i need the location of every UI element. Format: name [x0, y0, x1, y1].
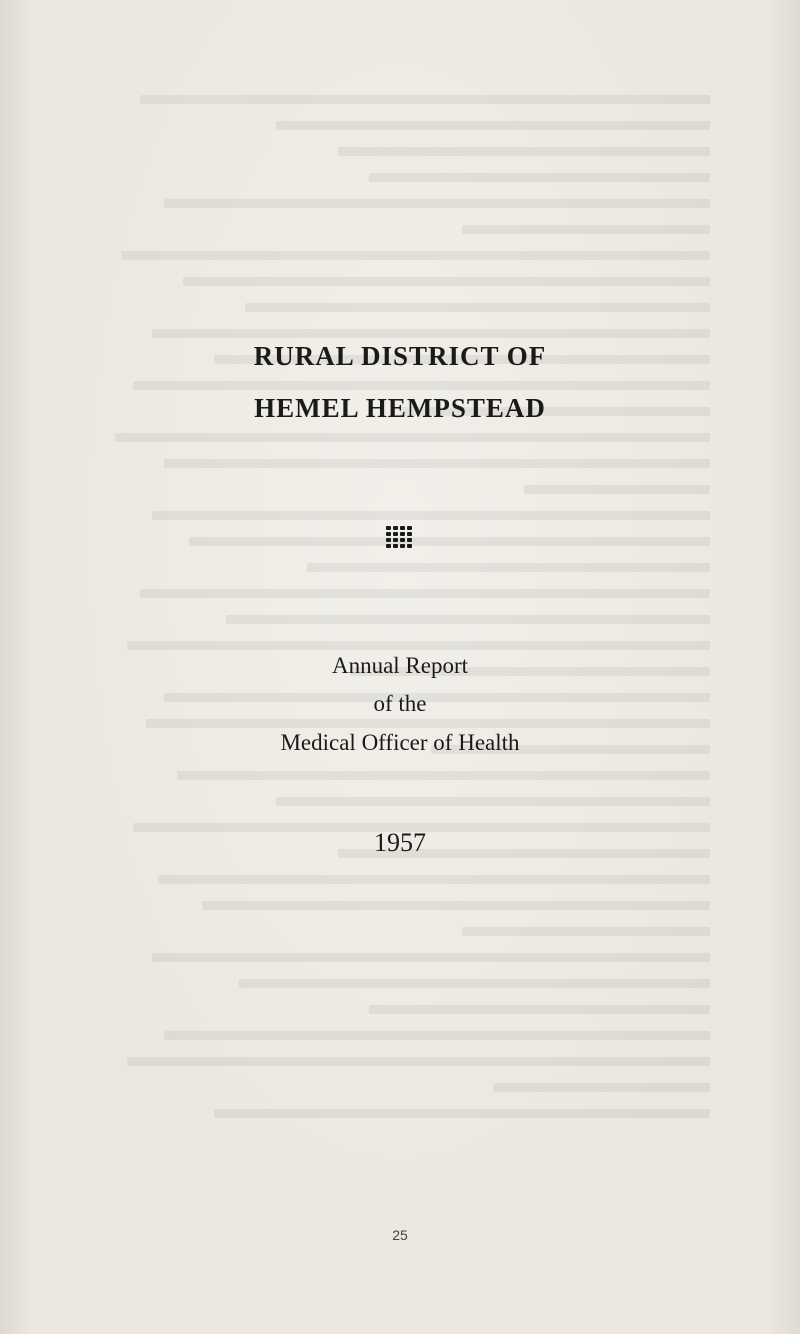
page-number: 25	[392, 1227, 408, 1243]
report-subtitle-line-2: of the	[373, 691, 427, 716]
reverse-side-bleed-through	[90, 95, 710, 1195]
report-subtitle-line-1: Annual Report	[331, 653, 469, 678]
report-year: 1957	[374, 828, 426, 857]
title-line-1: RURAL DISTRICT OF	[253, 341, 547, 371]
crest-icon	[385, 525, 415, 549]
report-subtitle-line-3: Medical Officer of Health	[280, 730, 520, 755]
title-line-2: HEMEL HEMPSTEAD	[254, 393, 546, 423]
